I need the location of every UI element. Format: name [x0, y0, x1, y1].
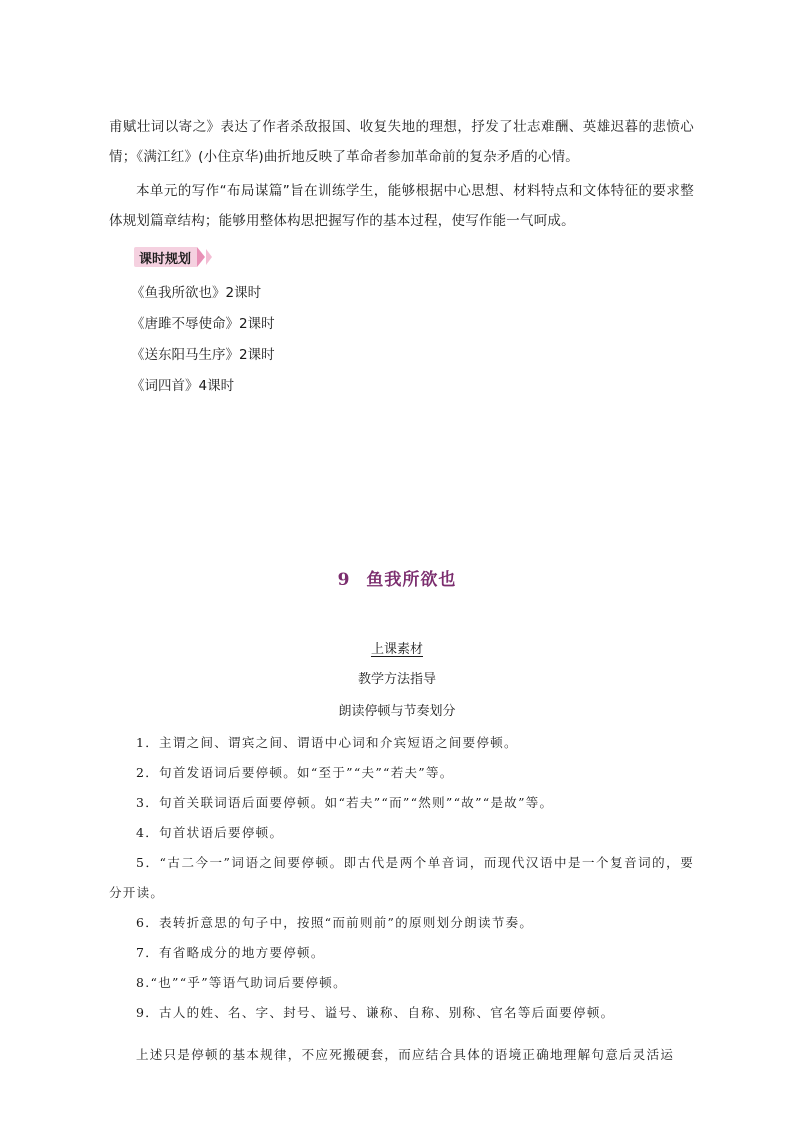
plan-item: 《送东阳马生序》2课时	[131, 347, 275, 363]
section-tag-label: 课时规划	[134, 247, 197, 267]
intro-paragraph-1: 甫赋壮词以寄之》表达了作者杀敌报国、收复失地的理想，抒发了壮志难酬、英雄迟暮的悲愤心情；《满江红》(小住京华)曲折地反映了革命者参加革命前的复杂矛盾的心情。	[109, 119, 694, 165]
pause-rules-list	[109, 728, 694, 1028]
intro-paragraph-2: 本单元的写作“布局谋篇”旨在训练学生，能够根据中心思想、材料特点和文体特征的要求整体规划篇章结构；能够用整体构思把握写作的基本过程，使写作能一气呵成。	[109, 183, 694, 229]
rule-item: 6．表转折意思的句子中，按照“而前则前”的原则划分朗读节奏。	[136, 915, 534, 930]
tag-arrow-icon	[197, 247, 205, 267]
rule-item: 8.“也”“乎”等语气助词后要停顿。	[136, 975, 347, 990]
material-topic: 朗读停顿与节奏划分	[338, 704, 456, 719]
rule-item: 4．句首状语后要停顿。	[136, 825, 284, 840]
plan-item: 《唐雎不辱使命》2课时	[131, 316, 275, 332]
closing-paragraph: 上述只是停顿的基本规律，不应死搬硬套，而应结合具体的语境正确地理解句意后灵活运	[136, 1047, 675, 1062]
rule-item: 3．句首关联词语后面要停顿。如“若夫”“而”“然则”“故”“是故”等。	[136, 795, 554, 810]
lesson-title-text: 鱼我所欲也	[366, 570, 457, 590]
plan-item: 《鱼我所欲也》2课时	[131, 285, 262, 301]
lesson-plan-list	[131, 278, 275, 402]
material-heading-text: 上课素材	[370, 642, 423, 657]
tag-arrow-secondary-icon	[206, 249, 212, 265]
plan-item: 《词四首》4课时	[131, 378, 235, 394]
rule-item: 2．句首发语词后要停顿。如“至于”“夫”“若夫”等。	[136, 765, 454, 780]
material-subheading: 教学方法指导	[357, 672, 436, 687]
rule-item: 5．“古二今一”词语之间要停顿。即古代是两个单音词，而现代汉语中是一个复音词的，要分开读。	[109, 855, 694, 900]
lesson-number: 9	[337, 570, 351, 590]
rule-item: 1．主谓之间、谓宾之间、谓语中心词和介宾短语之间要停顿。	[136, 735, 518, 750]
rule-item: 9．古人的姓、名、字、封号、谥号、谦称、自称、别称、官名等后面要停顿。	[136, 1005, 615, 1020]
section-tag-lesson-plan	[134, 246, 212, 268]
rule-item: 7．有省略成分的地方要停顿。	[136, 945, 325, 960]
material-heading	[0, 638, 794, 657]
lesson-title	[0, 565, 794, 590]
